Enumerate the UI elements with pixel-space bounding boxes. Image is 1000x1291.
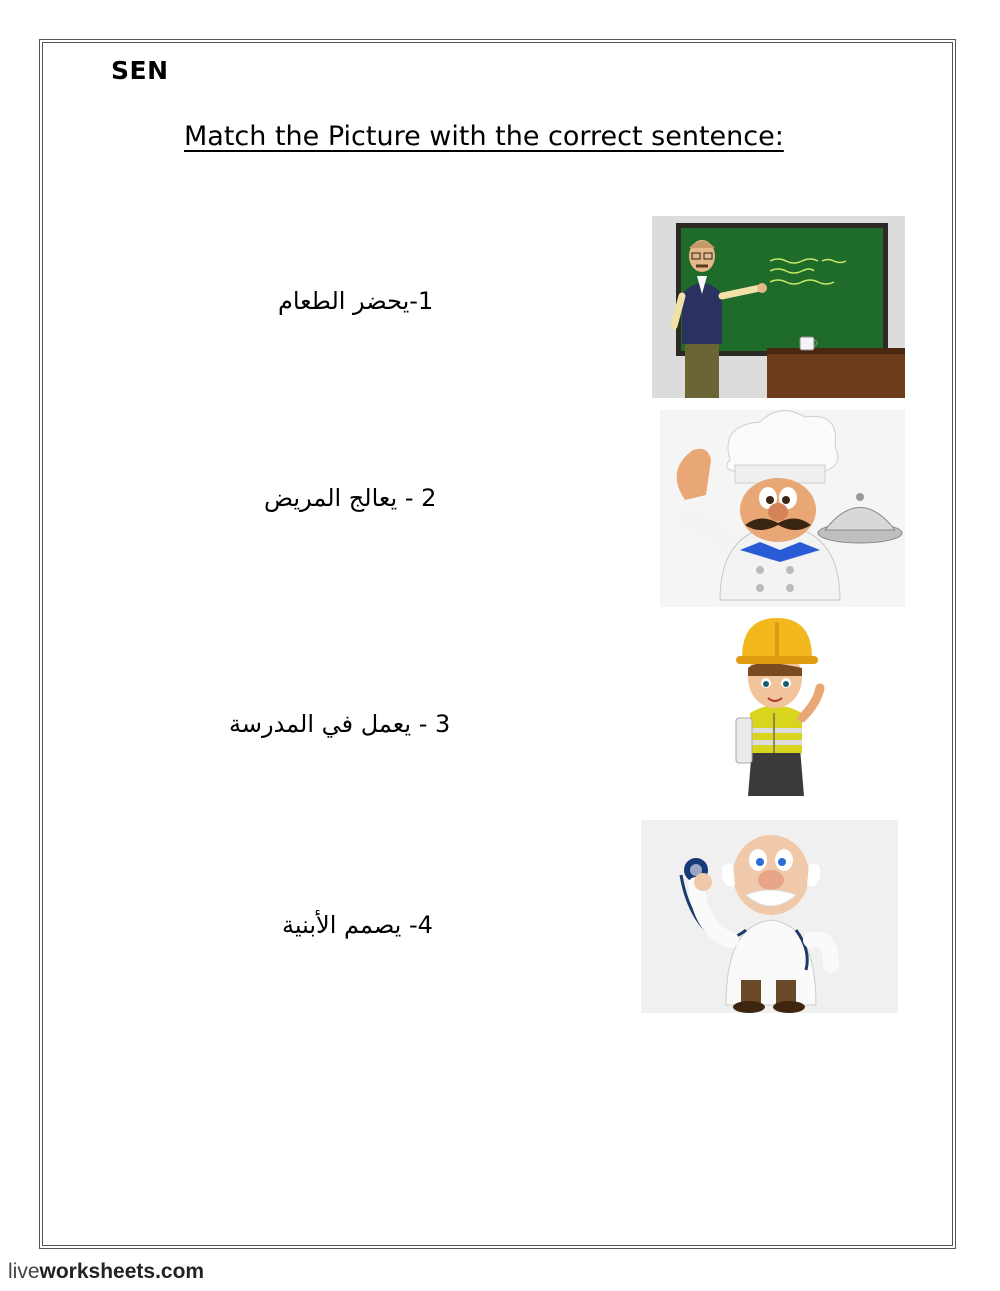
- instruction-title: Match the Picture with the correct sentence:: [184, 121, 784, 152]
- sentence-2: 2 - يعالج المريض: [264, 484, 437, 512]
- header-label: SEN: [111, 56, 169, 85]
- brand-bold: worksheets: [39, 1260, 156, 1283]
- chef-icon: [660, 410, 905, 607]
- teacher-at-chalkboard-icon: [652, 216, 905, 398]
- sentence-4: 4- يصمم الأبنية: [282, 911, 433, 939]
- sentence-1: 1-يحضر الطعام: [278, 287, 434, 315]
- engineer-icon: [730, 618, 830, 798]
- brand-light: live: [8, 1260, 40, 1283]
- brand-suffix: .com: [155, 1260, 205, 1283]
- doctor-icon: [641, 820, 898, 1013]
- brand-logo: [8, 1260, 204, 1284]
- sentence-3: 3 - يعمل في المدرسة: [229, 710, 451, 738]
